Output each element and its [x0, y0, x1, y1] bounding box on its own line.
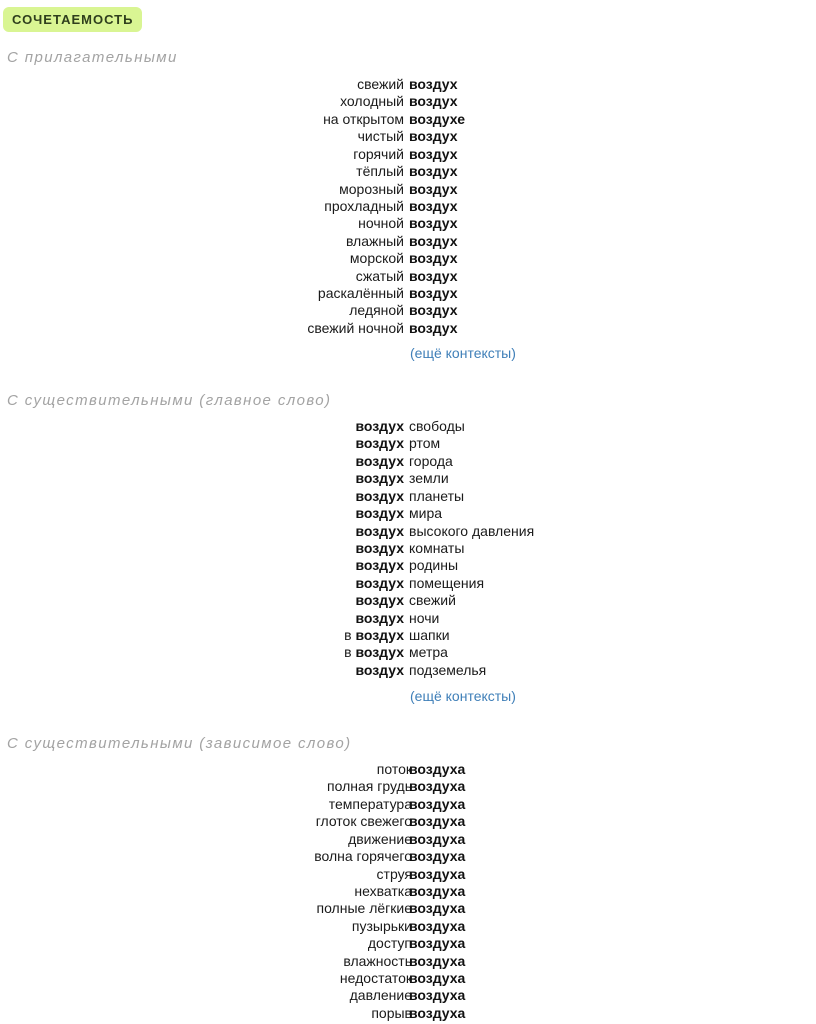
headword: воздух	[355, 505, 404, 522]
collocation-row	[0, 627, 816, 644]
collocation-row	[0, 610, 816, 627]
collocation-modifier: полные лёгкие	[316, 900, 412, 917]
collocation-modifier: горячий	[353, 145, 404, 162]
collocation-row	[0, 644, 816, 661]
headword-group	[355, 540, 404, 557]
collocation-row	[0, 523, 816, 540]
collocation-modifier: влажный	[345, 232, 404, 249]
headword: воздух	[355, 609, 404, 626]
collocation-row	[0, 93, 816, 110]
collocation-row	[0, 831, 816, 848]
collocation-modifier: прохладный	[324, 197, 404, 214]
section-title-nouns-dependent: С существительными (зависимое слово)	[7, 735, 352, 752]
collocation-row	[0, 813, 816, 830]
collocation-row	[0, 662, 816, 679]
preposition: в	[344, 644, 352, 661]
headword-group	[355, 418, 404, 435]
headword: воздух	[409, 232, 458, 249]
collocation-row	[0, 435, 816, 452]
collocation-modifier: нехватка	[354, 882, 412, 899]
headword-group	[344, 627, 404, 644]
headword: воздуха	[409, 848, 466, 865]
headword: воздух	[355, 452, 404, 469]
collocation-dependent: комнаты	[409, 539, 465, 556]
collocation-modifier: недостаток	[339, 970, 412, 987]
collocation-row	[0, 181, 816, 198]
section-title-nouns-head: С существительными (главное слово)	[7, 392, 332, 409]
collocation-row	[0, 1005, 816, 1022]
headword: воздуха	[409, 917, 466, 934]
headword: воздух	[409, 215, 458, 232]
collocation-row	[0, 848, 816, 865]
collocation-modifier: давление	[349, 987, 412, 1004]
headword: воздуха	[409, 900, 466, 917]
preposition: в	[344, 627, 352, 644]
collocation-row	[0, 453, 816, 470]
collocation-dependent: подземелья	[409, 661, 487, 678]
collocation-modifier: волна горячего	[314, 848, 412, 865]
headword: воздух	[355, 487, 404, 504]
collocation-row	[0, 505, 816, 522]
collocation-dependent: помещения	[409, 574, 485, 591]
headword: воздуха	[409, 882, 466, 899]
headword-group	[355, 592, 404, 609]
collocation-modifier: холодный	[340, 93, 404, 110]
collocation-row	[0, 970, 816, 987]
headword-group	[355, 435, 404, 452]
headword: воздух	[409, 250, 458, 267]
collocation-modifier: сжатый	[355, 267, 404, 284]
headword: воздух	[355, 418, 404, 434]
collocation-row	[0, 953, 816, 970]
collocation-modifier: струя	[376, 865, 412, 882]
headword: воздуха	[409, 865, 466, 882]
collocation-dependent: планеты	[409, 487, 465, 504]
collocation-row	[0, 778, 816, 795]
collocation-modifier: раскалённый	[317, 285, 404, 302]
headword: воздухе	[409, 110, 465, 127]
collocation-row	[0, 146, 816, 163]
collocation-row	[0, 250, 816, 267]
headword: воздух	[409, 319, 458, 336]
headword-group	[355, 470, 404, 487]
headword: воздуха	[409, 970, 466, 987]
headword: воздух	[409, 197, 458, 214]
headword: воздуха	[409, 761, 466, 777]
collocation-row	[0, 285, 816, 302]
headword-group	[355, 488, 404, 505]
collocation-row	[0, 987, 816, 1004]
collocation-modifier: порыв	[371, 1004, 412, 1021]
collocation-modifier: ночной	[358, 215, 404, 232]
headword: воздуха	[409, 1004, 466, 1021]
headword: воздух	[355, 435, 404, 452]
collocation-modifier: тёплый	[356, 163, 404, 180]
headword: воздух	[355, 644, 404, 661]
collocation-modifier: поток	[376, 761, 412, 777]
collocation-dependent: родины	[409, 557, 459, 574]
collocation-row	[0, 575, 816, 592]
headword: воздух	[409, 285, 458, 302]
collocation-modifier: свежий	[357, 76, 404, 92]
collocation-row	[0, 233, 816, 250]
collocation-modifier: полная грудь	[327, 778, 412, 795]
collocation-row	[0, 215, 816, 232]
collocation-modifier: пузырьки	[351, 917, 412, 934]
collocation-row	[0, 128, 816, 145]
collocation-row	[0, 268, 816, 285]
headword-group	[355, 505, 404, 522]
headword: воздуха	[409, 987, 466, 1004]
collocation-dependent: высокого давления	[409, 522, 535, 539]
more-contexts-link-adjectives[interactable]: (ещё контексты)	[410, 345, 516, 361]
section-title-adjectives: С прилагательными	[7, 49, 178, 66]
headword: воздуха	[409, 778, 466, 795]
collocation-row	[0, 163, 816, 180]
collocation-dependent: города	[409, 452, 453, 469]
headword-group	[355, 662, 404, 679]
collocation-row	[0, 320, 816, 337]
collocation-row	[0, 540, 816, 557]
collocation-row	[0, 866, 816, 883]
headword: воздуха	[409, 795, 466, 812]
headword: воздуха	[409, 813, 466, 830]
collocation-modifier: чистый	[357, 128, 404, 145]
collocation-dependent: ртом	[409, 435, 441, 452]
headword: воздух	[409, 163, 458, 180]
headword: воздух	[409, 128, 458, 145]
headword-group	[355, 575, 404, 592]
collocation-row	[0, 198, 816, 215]
headword: воздуха	[409, 952, 466, 969]
collocation-row	[0, 900, 816, 917]
collocation-row	[0, 592, 816, 609]
headword: воздух	[355, 470, 404, 487]
headword: воздух	[409, 93, 458, 110]
collocation-modifier: морской	[349, 250, 404, 267]
headword-group	[355, 610, 404, 627]
headword: воздух	[355, 539, 404, 556]
more-contexts-link-nouns-head[interactable]: (ещё контексты)	[410, 688, 516, 704]
collocation-modifier: влажность	[343, 952, 412, 969]
headword: воздух	[355, 574, 404, 591]
headword: воздух	[409, 267, 458, 284]
collocation-modifier: движение	[348, 830, 412, 847]
collocation-modifier: свежий ночной	[307, 319, 404, 336]
collocation-modifier: морозный	[339, 180, 404, 197]
collocation-row	[0, 470, 816, 487]
collocation-row	[0, 796, 816, 813]
collocation-row	[0, 418, 816, 435]
collocation-modifier: глоток свежего	[315, 813, 412, 830]
collocation-dependent: шапки	[409, 627, 450, 644]
collocation-row	[0, 883, 816, 900]
headword: воздух	[355, 592, 404, 609]
headword: воздух	[409, 145, 458, 162]
collocation-list-adjectives	[0, 76, 816, 337]
collocation-list-nouns-head	[0, 418, 816, 679]
collocation-row	[0, 557, 816, 574]
headword: воздуха	[409, 935, 466, 952]
collocation-row	[0, 761, 816, 778]
collocation-dependent: мира	[409, 505, 443, 522]
headword-group	[355, 557, 404, 574]
headword-group	[355, 453, 404, 470]
headword: воздух	[409, 302, 458, 319]
collocation-row	[0, 76, 816, 93]
headword: воздух	[355, 522, 404, 539]
headword: воздух	[355, 661, 404, 678]
collocation-dependent: ночи	[409, 609, 440, 626]
collocation-dependent: свободы	[409, 418, 465, 434]
collocation-modifier: температура	[328, 795, 412, 812]
collocation-modifier: доступ	[367, 935, 412, 952]
headword: воздух	[355, 557, 404, 574]
headword: воздух	[355, 627, 404, 644]
headword: воздух	[409, 76, 458, 92]
headword: воздух	[409, 180, 458, 197]
collocation-row	[0, 488, 816, 505]
collocation-modifier: на открытом	[323, 110, 404, 127]
collocation-list-nouns-dependent	[0, 761, 816, 1022]
collocation-dependent: земли	[409, 470, 449, 487]
headword-group	[355, 523, 404, 540]
collocation-modifier: ледяной	[349, 302, 404, 319]
headword: воздуха	[409, 830, 466, 847]
headword-group	[344, 644, 404, 661]
collocation-row	[0, 918, 816, 935]
collocation-row	[0, 935, 816, 952]
collocation-dependent: метра	[409, 644, 448, 661]
collocation-row	[0, 111, 816, 128]
collocations-badge: СОЧЕТАЕМОСТЬ	[3, 7, 142, 32]
collocation-row	[0, 302, 816, 319]
collocation-dependent: свежий	[409, 592, 456, 609]
